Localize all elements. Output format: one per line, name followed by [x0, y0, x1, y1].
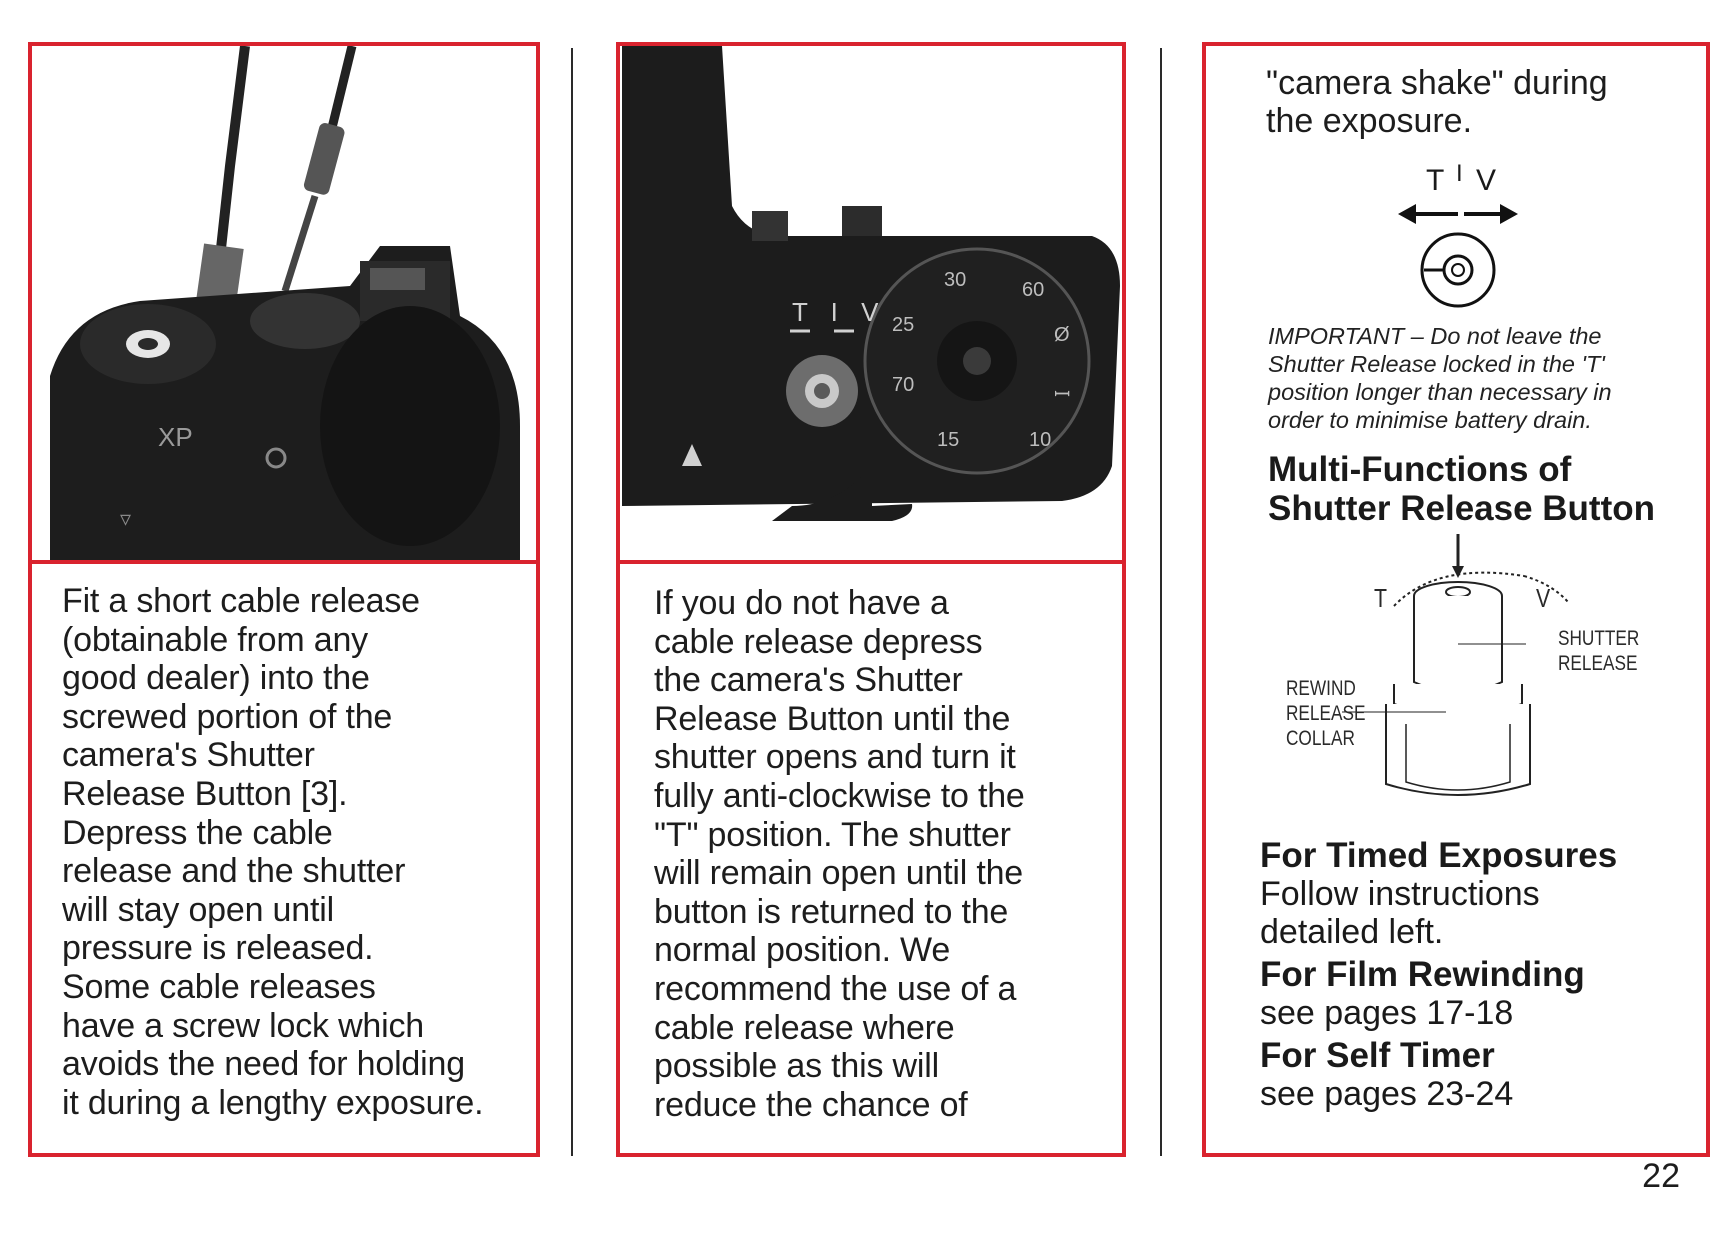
panel-shutter-release-textbox: [620, 560, 1122, 1157]
section-text-timed-exposures: Follow instructions detailed left.: [1260, 875, 1540, 951]
column-divider-right: [1160, 48, 1162, 1156]
camera-shake-intro: "camera shake" during the exposure.: [1266, 64, 1608, 140]
shutter-dial-photo: [622, 46, 1120, 560]
tiv-arrow-diagram: [1386, 158, 1526, 308]
section-text-film-rewinding: see pages 17-18: [1260, 994, 1514, 1032]
section-text-self-timer: see pages 23-24: [1260, 1075, 1514, 1113]
diagram-label-shutter-release: SHUTTER RELEASE: [1558, 627, 1640, 675]
section-film-rewinding: [1260, 955, 1700, 1032]
svg-text:XP: XP: [158, 422, 193, 452]
panel-cable-release: [28, 42, 540, 1157]
section-timed-exposures: [1260, 836, 1700, 951]
svg-text:Ø: Ø: [1054, 324, 1070, 346]
cable-release-instructions: Fit a short cable release (obtainable from any good dealer) into the screwed portion of the camera's Shutter Release Button [3]. Depress the cable release and the shutter will stay open until pressure is released. Some cable releases have a screw lock which avoids the need for holding it during a lengthy exposure.: [62, 582, 484, 1122]
svg-text:60: 60: [1022, 279, 1045, 301]
diagram-label-t: T: [1374, 583, 1388, 613]
section-title-self-timer: For Self Timer: [1260, 1036, 1495, 1075]
svg-text:25: 25: [892, 314, 915, 336]
important-note: IMPORTANT – Do not leave the Shutter Release locked in the 'T' position longer than necessary in order to minimise battery drain.: [1268, 323, 1612, 433]
svg-text:ꟷ: ꟷ: [1054, 384, 1071, 406]
svg-text:15: 15: [937, 429, 960, 451]
arrow-label-i: I: [1456, 160, 1463, 187]
svg-text:T I V: T I V: [792, 297, 887, 327]
panel-cable-release-textbox: [32, 560, 536, 1157]
multi-functions-heading: Multi-Functions of Shutter Release Button: [1268, 450, 1655, 528]
column-divider-left: [571, 48, 573, 1156]
panel-multi-functions: [1202, 42, 1710, 1157]
page-number: 22: [1642, 1157, 1680, 1195]
shutter-release-instructions: If you do not have a cable release depress the camera's Shutter Release Button until the shutter opens and turn it fully anti-clockwise to the "T" position. The shutter will remain open until the button is returned to the normal position. We recommend the use of a cable release where possible as this will reduce the chance of: [654, 584, 1025, 1124]
section-title-film-rewinding: For Film Rewinding: [1260, 955, 1585, 994]
svg-text:▿: ▿: [120, 506, 132, 531]
svg-text:10: 10: [1029, 429, 1052, 451]
svg-text:70: 70: [892, 374, 915, 396]
section-self-timer: [1260, 1036, 1700, 1113]
panel-shutter-release: [616, 42, 1126, 1157]
shutter-release-diagram: [1286, 534, 1666, 814]
diagram-label-rewind-collar: REWIND RELEASE COLLAR: [1286, 677, 1366, 750]
svg-text:30: 30: [944, 269, 967, 291]
diagram-label-v: V: [1536, 583, 1551, 613]
camera-with-cable-release-photo: [50, 46, 520, 564]
arrow-label-t: T: [1426, 164, 1445, 197]
arrow-label-v: V: [1476, 164, 1497, 197]
section-title-timed-exposures: For Timed Exposures: [1260, 836, 1618, 875]
function-sections: [1260, 836, 1700, 1113]
